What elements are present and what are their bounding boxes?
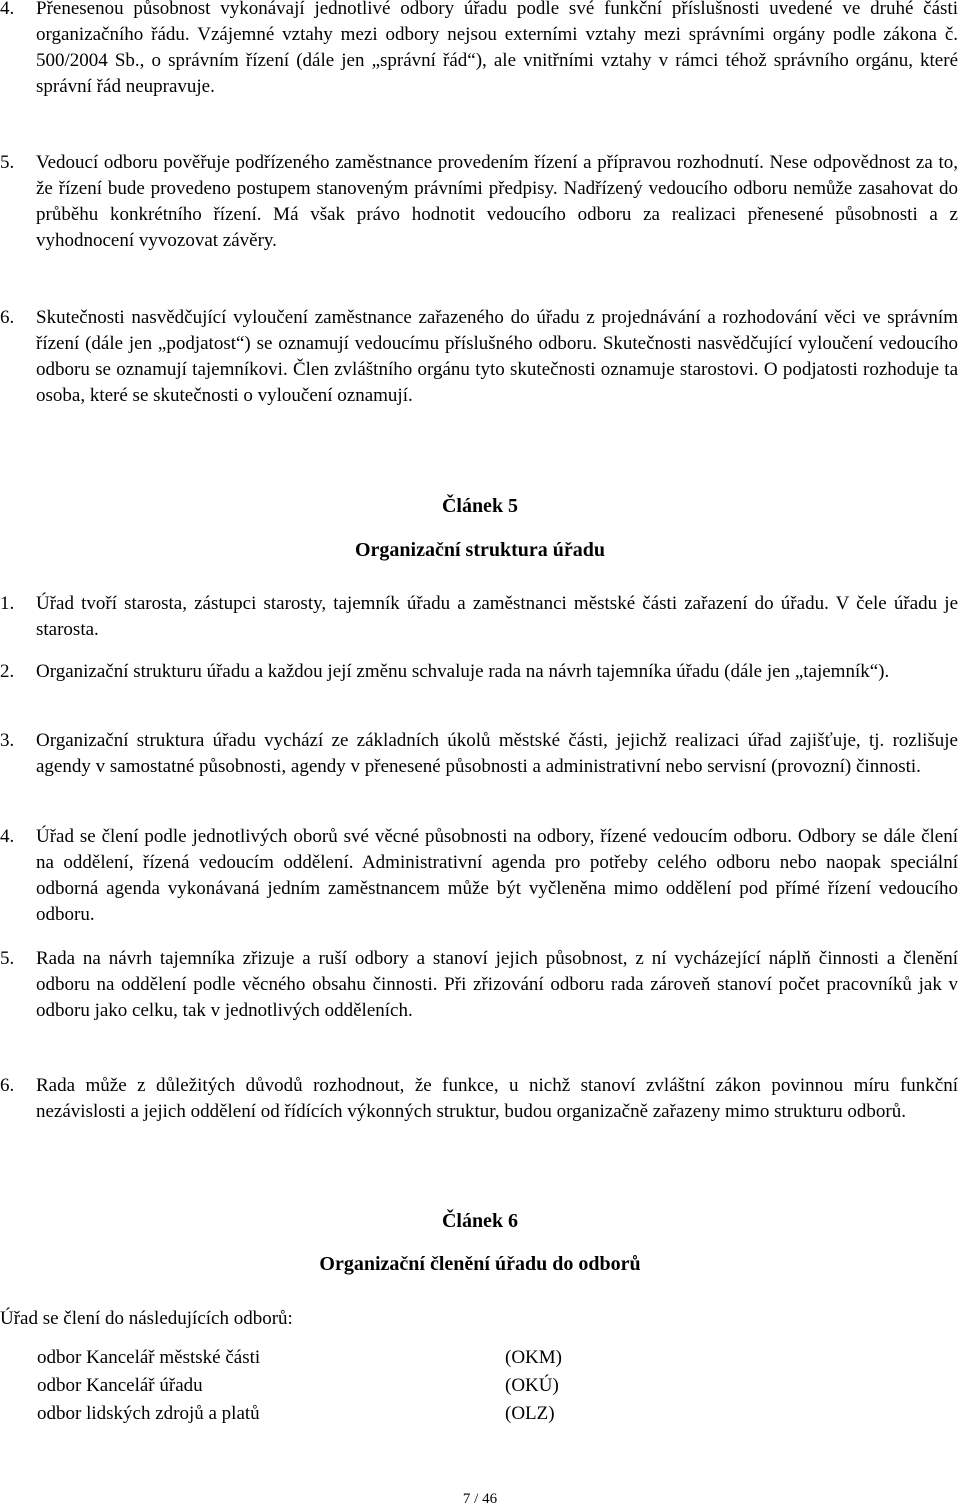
article-5-item-3 [0,728,958,780]
paragraph-5 [0,150,958,254]
paragraph-number: 2. [0,661,15,682]
article-5-item-5 [0,946,958,1024]
paragraph-text: Rada může z důležitých důvodů rozhodnout, že funkce, u nichž stanoví zvláštní zákon povinnou míru funkční nezávislosti a jejich oddělení od řídících výkonných struktur, budou organizačně zařazeny mimo strukturu odborů. [36,1075,958,1122]
department-name: odbor Kancelář úřadu [37,1375,203,1396]
department-abbreviation: (OLZ) [505,1403,555,1424]
article-5-item-4 [0,824,958,928]
article-5-item-6 [0,1073,958,1125]
paragraph-text: Úřad se člení podle jednotlivých oborů své věcné působnosti na odbory, řízené vedoucím odboru. Odbory se dále člení na oddělení, řízená vedoucím oddělení. Administrativní agenda pro potřeby celého odboru nebo naopak speciální odborná agenda vykonávaná jedním zaměstnancem může být vyčleněna mimo oddělení pod přímé řízení vedoucího odboru. [36,826,958,925]
paragraph-4 [0,0,958,100]
paragraph-6 [0,305,958,409]
paragraph-number: 4. [0,0,15,19]
paragraph-text: Organizační strukturu úřadu a každou její změnu schvaluje rada na návrh tajemníka úřadu (dále jen „tajemník“). [36,661,890,682]
article-5-item-1 [0,591,958,643]
paragraph-number: 6. [0,1075,15,1096]
department-row [37,1345,637,1371]
department-name: odbor Kancelář městské části [37,1347,261,1368]
paragraph-number: 6. [0,307,15,328]
department-name: odbor lidských zdrojů a platů [37,1403,260,1424]
paragraph-number: 1. [0,593,15,614]
paragraph-number: 3. [0,730,15,751]
paragraph-text: Organizační struktura úřadu vychází ze základních úkolů městské části, jejichž realizaci úřad zajišťuje, tj. rozlišuje agendy v samostatné působnosti, agendy v přenesené působnosti a administrativní nebo servisní (provozní) činnosti. [36,730,958,777]
article-6-intro: Úřad se člení do následujících odborů: [0,1308,293,1329]
article-5-item-2 [0,659,958,685]
paragraph-text: Úřad tvoří starosta, zástupci starosty, tajemník úřadu a zaměstnanci městské části zařazení do úřadu. V čele úřadu je starosta. [36,593,958,640]
department-row [37,1401,637,1427]
paragraph-number: 4. [0,826,15,847]
paragraph-text: Přenesenou působnost vykonávají jednotlivé odbory úřadu podle své funkční příslušnosti uvedené ve druhé části organizačního řádu. Vzájemné vztahy mezi odbory nejsou externími vztahy mezi správními orgány podle zákona č. 500/2004 Sb., o správním řízení (dále jen „správní řád“), ale vnitřními vztahy v rámci téhož správního orgánu, které správní řád neupravuje. [36,0,958,97]
paragraph-number: 5. [0,152,15,173]
paragraph-text: Rada na návrh tajemníka zřizuje a ruší odbory a stanoví jejich působnost, z ní vycházející náplň činnosti a členění odboru na oddělení podle věcného obsahu činnosti. Při zřizování odboru rada zároveň stanoví počet pracovníků jak v odboru jako celku, tak v jednotlivých odděleních. [36,948,958,1021]
department-row [37,1373,637,1399]
department-abbreviation: (OKÚ) [505,1375,559,1396]
paragraph-text: Skutečnosti nasvědčující vyloučení zaměstnance zařazeného do úřadu z projednávání a rozhodování věci ve správním řízení (dále jen „podjatost“) se oznamují vedoucímu příslušného odboru. Skutečnosti nasvědčující vyloučení vedoucího odboru se oznamují tajemníkovi. Člen zvláštního orgánu tyto skutečnosti oznamuje starostovi. O podjatosti rozhoduje ta osoba, které se skutečnosti o vyloučení oznamují. [36,307,958,406]
article-6-title: Organizační členění úřadu do odborů [319,1253,641,1275]
paragraph-number: 5. [0,948,15,969]
article-5-label: Článek 5 [441,495,519,517]
page-number: 7 / 46 [462,1491,498,1507]
paragraph-text: Vedoucí odboru pověřuje podřízeného zaměstnance provedením řízení a přípravou rozhodnutí. Nese odpovědnost za to, že řízení bude provedeno postupem stanoveným právními předpisy. Nadřízený vedoucího odboru nemůže zasahovat do průběhu konkrétního řízení. Má však právo hodnotit vedoucího odboru za realizaci přenesené působnosti a z vyhodnocení vyvozovat závěry. [36,152,958,251]
article-5-title: Organizační struktura úřadu [354,539,606,561]
article-6-label: Článek 6 [441,1210,519,1232]
department-abbreviation: (OKM) [505,1347,562,1368]
